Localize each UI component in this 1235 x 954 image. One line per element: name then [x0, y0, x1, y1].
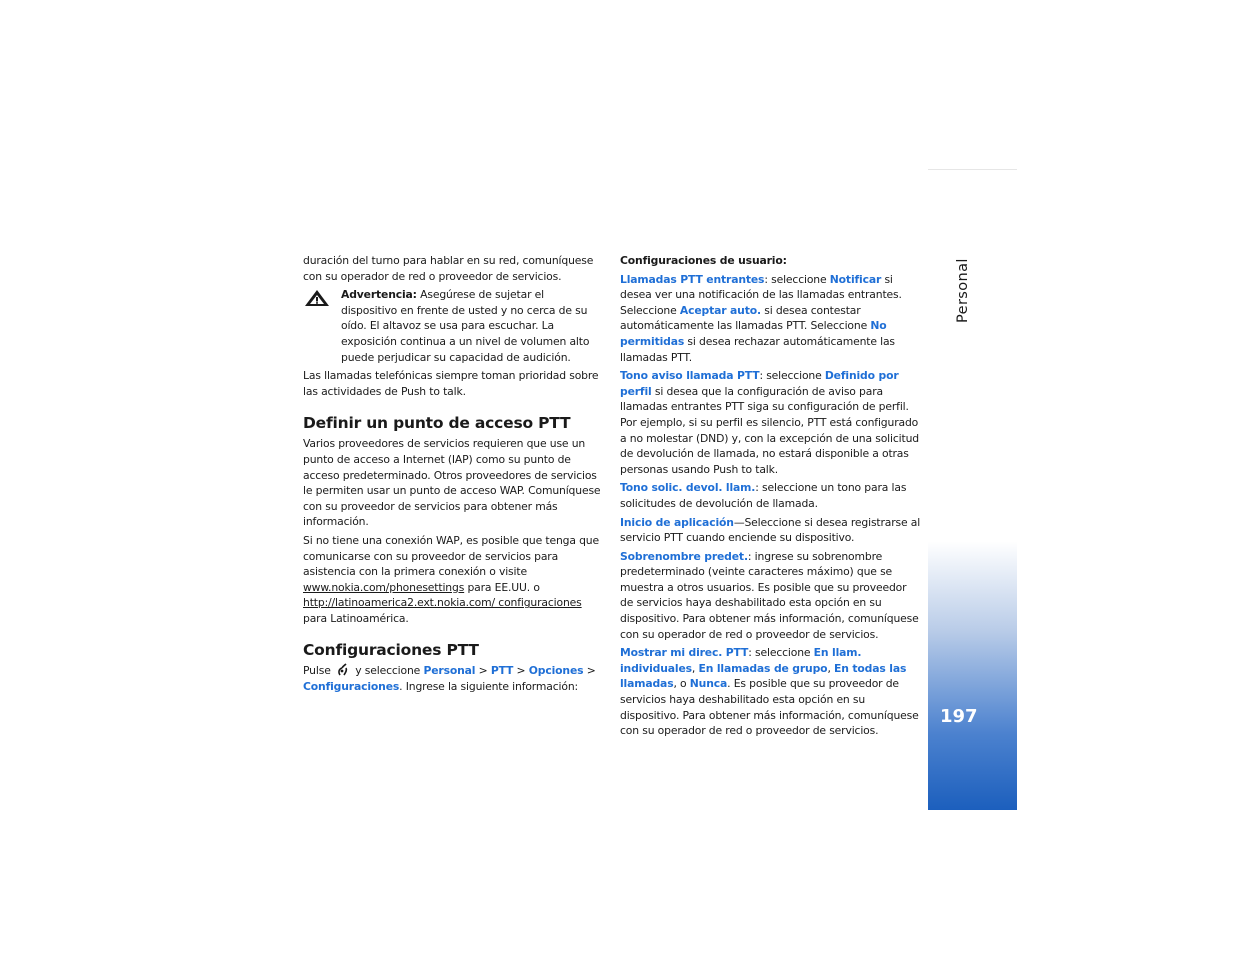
menu-key-icon: [336, 663, 350, 676]
warning-label: Advertencia:: [341, 288, 417, 302]
section-tab-label: Personal: [955, 258, 971, 323]
setting-app-start: [620, 515, 922, 546]
press-text: Pulse: [303, 664, 331, 678]
option-mostrar-direc: Mostrar mi direc. PTT: [620, 646, 749, 660]
setting-alert-tone: [620, 368, 922, 477]
wap-text-b: para EE.UU. o: [464, 580, 540, 594]
option-inicio-aplicacion: Inicio de aplicación: [620, 515, 734, 529]
option-notificar: Notificar: [829, 272, 882, 286]
right-column: [620, 253, 922, 742]
menu-personal: Personal: [423, 664, 476, 678]
option-todas: En todas las llamadas: [620, 661, 907, 691]
option-tono-aviso: Tono aviso llamada PTT: [620, 369, 760, 383]
setting-show-address: [620, 645, 922, 739]
option-individuales: En llam. individuales: [620, 646, 862, 675]
enter-info-text: . Ingrese la siguiente información:: [399, 680, 579, 694]
sep-2: >: [513, 664, 529, 678]
text: : seleccione: [748, 646, 814, 660]
left-column: [303, 253, 603, 698]
menu-configuraciones: Configuraciones: [303, 680, 400, 694]
text: —Seleccione si desea registrarse al servicio PTT cuando enciende su dispositivo.: [620, 515, 921, 545]
warning-text: Asegúrese de sujetar el dispositivo en frente de usted y no cerca de su oído. El altavoz se usa para escuchar. La exposición continua a un nivel de volumen alto puede perjudicar su capacidad de audición.: [341, 288, 590, 364]
option-llamadas-ptt-entrantes: Llamadas PTT entrantes: [620, 272, 765, 286]
text: : seleccione: [764, 272, 830, 286]
select-text: y seleccione: [351, 664, 424, 678]
menu-ptt: PTT: [490, 664, 514, 678]
text: : ingrese su sobrenombre predeterminado (veinte caracteres máximo) que se muestra a otros usuarios. Es posible que su proveedor de servicios haya deshabilitado esta opción en su dispositivo. Para obtener más información, comuníquese con su operador de red o proveedor de servicios.: [620, 549, 919, 641]
settings-path-paragraph: [303, 663, 603, 694]
warning-block: [303, 287, 603, 365]
setting-nickname: [620, 549, 922, 643]
option-definido-por-perfil: Definido por perfil: [620, 369, 899, 398]
text: , o: [673, 677, 690, 691]
text: ,: [827, 661, 835, 675]
heading-access-point: Definir un punto de acceso PTT: [303, 414, 571, 433]
option-grupo: En llamadas de grupo: [698, 661, 828, 675]
option-no-permitidas: No permitidas: [620, 319, 887, 348]
text: si desea contestar automáticamente las llamadas PTT. Seleccione: [620, 303, 871, 333]
sep-3: >: [583, 664, 596, 678]
link-latinoamerica[interactable]: http://latinoamerica2.ext.nokia.com/ configuraciones: [303, 596, 582, 610]
wap-paragraph: [303, 533, 603, 627]
text: . Es posible que su proveedor de servicios haya deshabilitado esta opción en su dispositivo. Para obtener más información, comuníquese con su operador de red o proveedor de servicios.: [620, 677, 919, 738]
heading-ptt-settings: Configuraciones PTT: [303, 641, 479, 660]
option-tono-solic: Tono solic. devol. llam.: [620, 481, 756, 495]
text: si desea rechazar automáticamente las llamadas PTT.: [620, 334, 895, 364]
link-phonesettings[interactable]: www.nokia.com/phonesettings: [303, 580, 465, 594]
text: : seleccione: [759, 369, 825, 383]
access-point-paragraph: Varios proveedores de servicios requieren que use un punto de acceso a Internet (IAP) como su punto de acceso predeterminado. Otros proveedores de servicios le permiten usar un punto de acceso WAP. Comuníquese con su proveedor de servicios para obtener más información.: [303, 437, 601, 529]
option-nunca: Nunca: [689, 677, 728, 691]
setting-incoming-calls: [620, 272, 922, 366]
text: ,: [691, 661, 699, 675]
text: : seleccione un tono para las solicitudes de devolución de llamada.: [620, 481, 907, 510]
page-number: 197: [940, 706, 978, 727]
text: si desea que la configuración de aviso para llamadas entrantes PTT siga su configuración de perfil. Por ejemplo, si su perfil es silencio, PTT está configurado a no molestar (DND) y, con la excepción de una solicitud de devolución de llamada, no estará disponible a otras personas usando Push to talk.: [620, 384, 919, 476]
intro-paragraph: duración del turno para hablar en su red, comuníquese con su operador de red o proveedor de servicios.: [303, 254, 594, 283]
warning-triangle-icon: [303, 289, 331, 307]
wap-text-c: para Latinoamérica.: [303, 611, 409, 625]
menu-opciones: Opciones: [528, 664, 584, 678]
wap-text-a: Si no tiene una conexión WAP, es posible que tenga que comunicarse con su proveedor de servicios para asistencia con la primera conexión o visite: [303, 533, 599, 579]
sep-1: >: [475, 664, 491, 678]
option-sobrenombre: Sobrenombre predet.: [620, 549, 748, 563]
text: si desea ver una notificación de las llamadas entrantes. Seleccione: [620, 272, 902, 317]
priority-paragraph: Las llamadas telefónicas siempre toman prioridad sobre las actividades de Push to talk.: [303, 369, 599, 398]
user-settings-heading: Configuraciones de usuario:: [620, 254, 787, 267]
option-aceptar-auto: Aceptar auto.: [679, 303, 761, 317]
setting-callback-tone: [620, 480, 922, 511]
